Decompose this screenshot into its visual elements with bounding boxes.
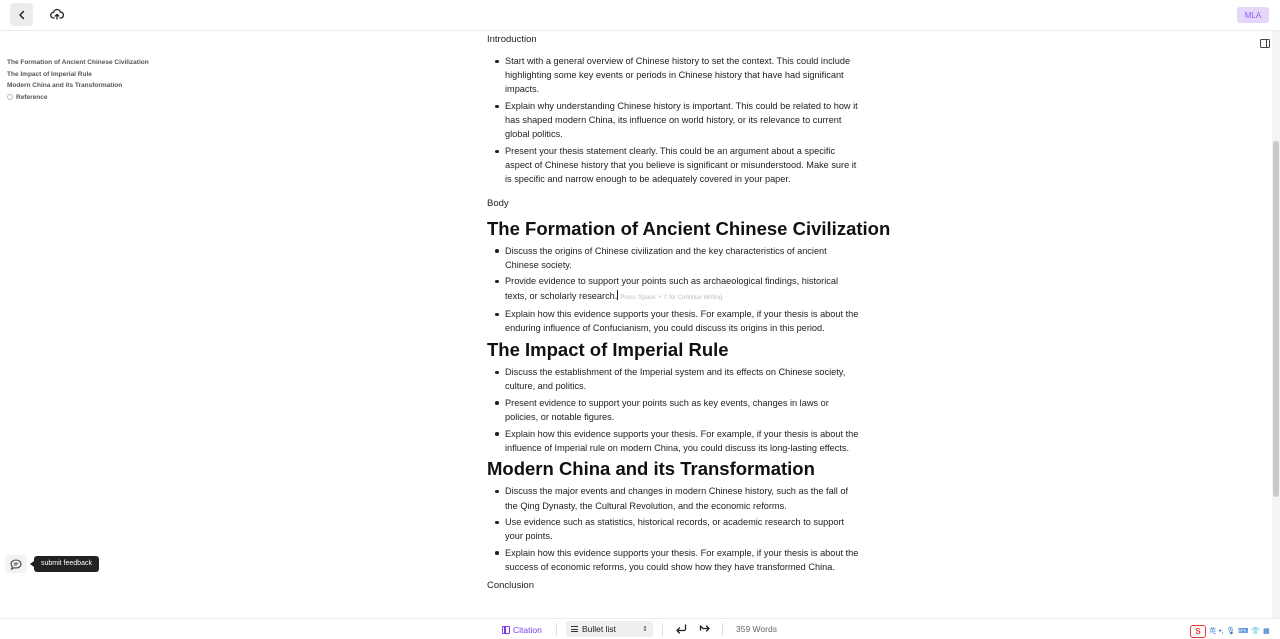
microphone-icon[interactable]: 🎙 — [1226, 628, 1236, 635]
back-button[interactable] — [10, 3, 33, 26]
divider — [722, 623, 723, 636]
redo-icon — [699, 624, 711, 634]
section-heading-modern[interactable]: Modern China and its Transformation — [487, 458, 815, 480]
reference-icon — [7, 94, 13, 100]
continue-writing-hint: Press 'Space' + '/' for Continue Writing — [620, 294, 723, 301]
list-item[interactable]: Explain how this evidence supports your thesis. For example, if your thesis is about the influence of Imperial rule on modern China, you could discuss its long-lasting effects. — [505, 427, 859, 455]
text-caret — [617, 290, 618, 300]
divider — [662, 623, 663, 636]
feedback-button[interactable] — [5, 555, 27, 573]
keyboard-icon[interactable]: ⌨ — [1238, 628, 1249, 635]
list-item[interactable]: Use evidence such as statistics, historical records, or academic research to support your points. — [505, 515, 859, 543]
citation-style-badge[interactable]: MLA — [1237, 7, 1269, 23]
section1-bullet-list — [487, 244, 859, 336]
redo-button[interactable] — [698, 622, 712, 636]
list-item[interactable]: Present evidence to support your points such as key events, changes in laws or policies, or notable figures. — [505, 396, 859, 424]
list-item[interactable]: Explain why understanding Chinese history is important. This could be related to how it has shaped modern China, its influence on world history, or its relevance to current global politics. — [505, 99, 859, 142]
list-item[interactable]: Present your thesis statement clearly. This could be an argument about a specific aspect of Chinese history that you believe is significant or misunderstood. Make sure it is specific and narrow enough to be adequately covered in your paper. — [505, 144, 859, 187]
intro-bullet-list — [487, 54, 859, 187]
document-outline — [7, 57, 149, 103]
editor-content[interactable] — [487, 33, 891, 618]
section-heading-formation[interactable]: The Formation of Ancient Chinese Civilization — [487, 217, 891, 239]
chevron-up-down-icon: ⇕ — [642, 625, 648, 633]
punctuation-icon[interactable]: •, — [1219, 627, 1224, 635]
chevron-left-icon — [17, 10, 27, 20]
cloud-sync-button[interactable] — [49, 6, 65, 22]
block-type-select[interactable] — [566, 621, 653, 637]
input-method-logo[interactable]: S — [1190, 625, 1206, 638]
citation-label: Citation — [513, 624, 542, 635]
undo-button[interactable] — [674, 622, 688, 636]
scrollbar[interactable] — [1272, 31, 1280, 618]
block-type-label: Bullet list — [582, 624, 617, 634]
list-item[interactable]: Discuss the origins of Chinese civilization and the key characteristics of ancient Chinese society. — [505, 244, 859, 272]
grid-icon[interactable]: ▦ — [1263, 628, 1270, 635]
section-heading-imperial[interactable]: The Impact of Imperial Rule — [487, 339, 729, 360]
outline-item-modern[interactable]: Modern China and its Transformation — [7, 82, 123, 89]
reference-label: Reference — [16, 93, 48, 101]
outline-item-imperial[interactable]: The Impact of Imperial Rule — [7, 70, 92, 78]
conclusion-label: Conclusion — [487, 580, 534, 592]
list-item[interactable]: Explain how this evidence supports your thesis. For example, if your thesis is about the success of economic reforms, you could show how they have transformed China. — [505, 546, 859, 574]
citation-button[interactable] — [502, 623, 542, 636]
list-item[interactable]: Discuss the major events and changes in modern Chinese history, such as the fall of the Qing Dynasty, the Cultural Revolution, and the economic reforms. — [505, 484, 859, 512]
outline-item-formation[interactable]: The Formation of Ancient Chinese Civilization — [7, 59, 149, 66]
cloud-upload-icon — [50, 8, 64, 20]
bullet-list-icon — [571, 626, 578, 632]
body-label: Body — [487, 197, 509, 209]
word-count: 359 Words — [736, 624, 777, 634]
divider — [556, 623, 557, 636]
list-item-active[interactable] — [505, 274, 859, 304]
language-indicator[interactable]: 英 — [1209, 628, 1216, 635]
section3-bullet-list — [487, 484, 859, 574]
list-item[interactable]: Start with a general overview of Chinese history to set the context. This could include highlighting some key events or periods in Chinese history that have had significant impacts. — [505, 54, 859, 97]
intro-label: Introduction — [487, 34, 537, 45]
list-item[interactable]: Explain how this evidence supports your thesis. For example, if your thesis is about the enduring influence of Confucianism, you could discuss its origins in this period. — [505, 307, 859, 335]
chat-bubble-icon — [10, 559, 22, 570]
top-bar — [0, 0, 1280, 31]
system-tray — [1190, 624, 1270, 638]
outline-item-reference[interactable] — [7, 92, 87, 104]
bottom-toolbar — [0, 618, 1280, 639]
citation-icon — [502, 626, 510, 634]
feedback-tooltip: submit feedback — [34, 556, 99, 572]
list-item-text: Provide evidence to support your points such as archaeological findings, historical texts, or scholarly research. — [505, 276, 838, 301]
scrollbar-thumb[interactable] — [1273, 141, 1279, 497]
shirt-icon[interactable]: 👕 — [1251, 628, 1261, 635]
undo-icon — [675, 624, 687, 634]
panel-toggle-icon[interactable] — [1260, 39, 1270, 48]
section2-bullet-list — [487, 365, 859, 455]
list-item[interactable]: Discuss the establishment of the Imperial system and its effects on Chinese society, culture, and politics. — [505, 365, 859, 393]
